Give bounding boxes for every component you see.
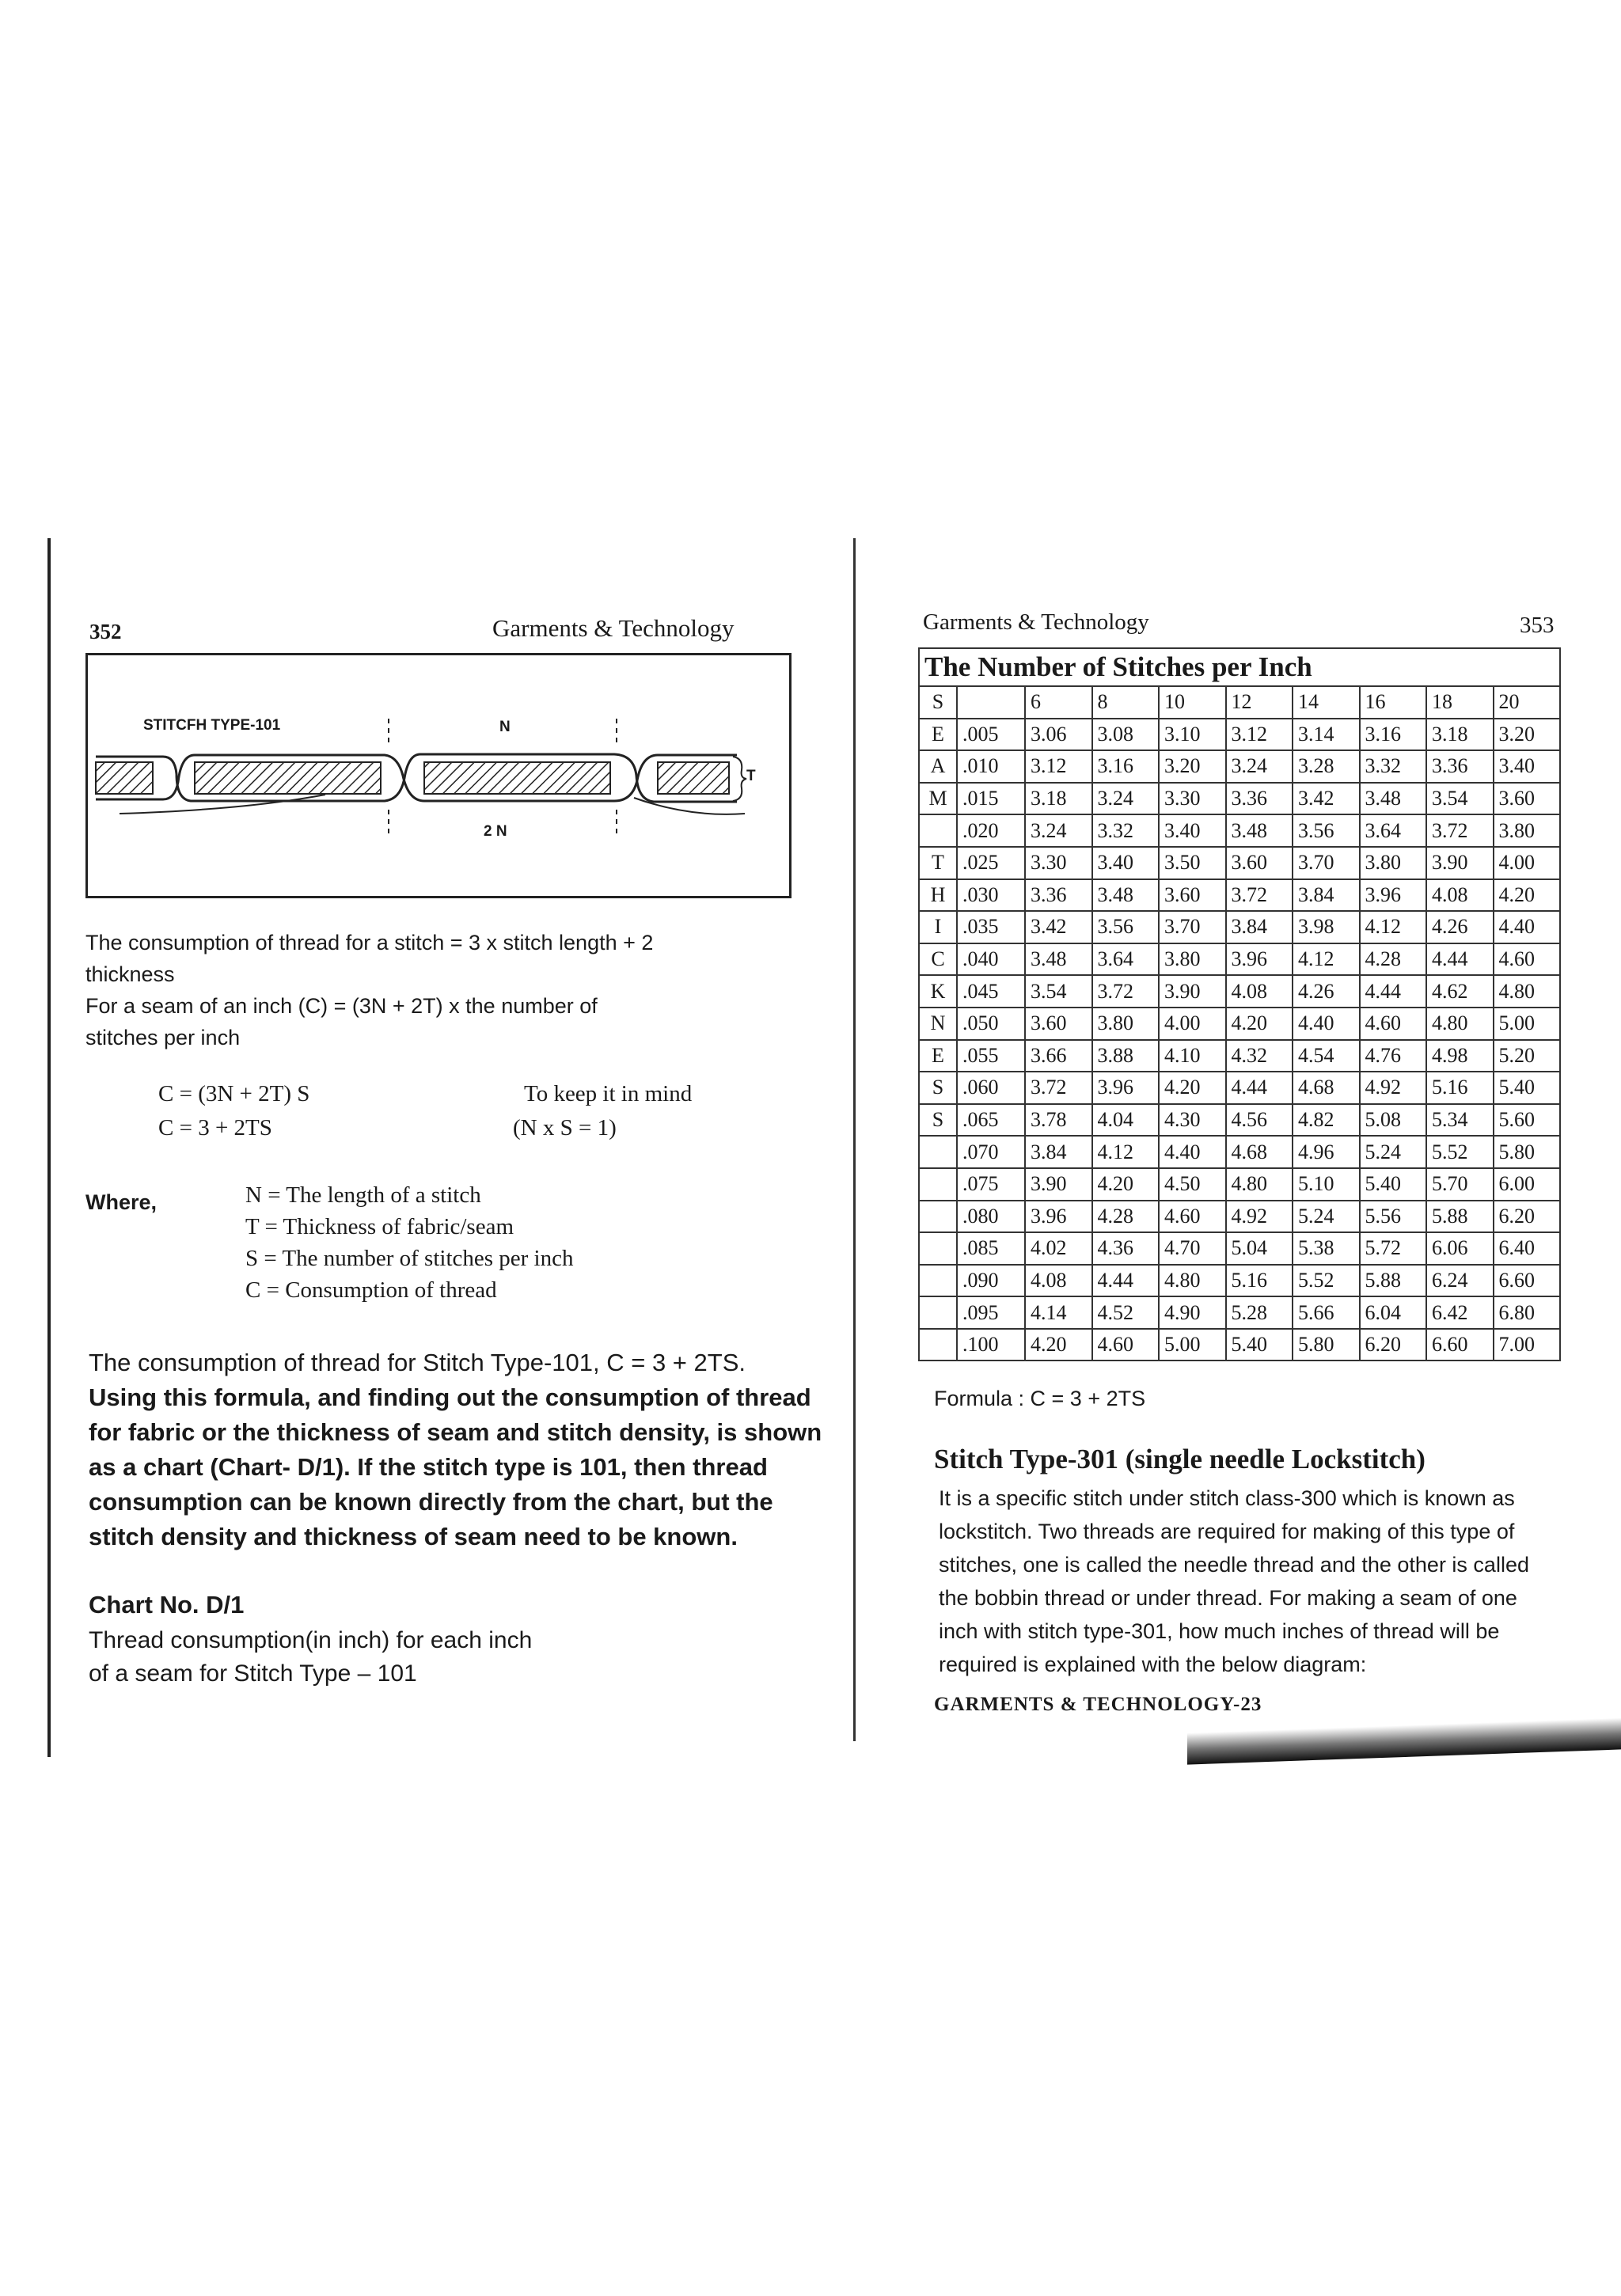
section-line-3: stitches, one is called the needle thread and the other is called (939, 1553, 1529, 1577)
side-letter: S (919, 1072, 957, 1104)
consumption-cell: 4.96 (1293, 1136, 1360, 1168)
consumption-cell: 4.80 (1226, 1168, 1293, 1201)
side-letter (919, 1265, 957, 1297)
consumption-cell: 4.02 (1025, 1232, 1092, 1265)
consumption-cell: 4.40 (1494, 911, 1561, 943)
consumption-cell: 3.16 (1092, 750, 1160, 783)
side-letter (919, 1136, 957, 1168)
body-line-3: for fabric or the thickness of seam and stitch density, is shown (89, 1418, 822, 1446)
table-header-blank (957, 686, 1025, 719)
definition-t: T = Thickness of fabric/seam (245, 1214, 514, 1239)
consumption-cell: 4.30 (1159, 1104, 1226, 1137)
consumption-cell: 5.16 (1426, 1072, 1494, 1104)
consumption-cell: 4.44 (1360, 975, 1427, 1008)
consumption-cell: 3.28 (1293, 750, 1360, 783)
consumption-cell: 4.56 (1226, 1104, 1293, 1137)
consumption-cell: 3.24 (1092, 783, 1160, 815)
chart-caption-1: Thread consumption(in inch) for each inch (89, 1627, 533, 1653)
side-letter (919, 1201, 957, 1233)
table-row (919, 1104, 1560, 1137)
consumption-cell: 4.00 (1159, 1008, 1226, 1040)
consumption-cell: 4.80 (1426, 1008, 1494, 1040)
consumption-cell: 5.88 (1360, 1265, 1427, 1297)
consumption-cell: 5.00 (1494, 1008, 1561, 1040)
figure-label-2n: 2 N (484, 823, 507, 840)
keep-in-mind-label: To keep it in mind (524, 1081, 693, 1106)
consumption-cell: 3.80 (1092, 1008, 1160, 1040)
consumption-cell: 4.52 (1092, 1296, 1160, 1329)
consumption-cell: 3.60 (1226, 847, 1293, 879)
consumption-cell: 4.28 (1360, 943, 1427, 976)
consumption-cell: 7.00 (1494, 1329, 1561, 1361)
consumption-cell: 3.84 (1025, 1136, 1092, 1168)
consumption-cell: 6.60 (1494, 1265, 1561, 1297)
consumption-cell: 6.80 (1494, 1296, 1561, 1329)
thickness-cell: .020 (957, 814, 1025, 847)
consumption-cell: 3.84 (1293, 879, 1360, 912)
thickness-cell: .045 (957, 975, 1025, 1008)
consumption-cell: 4.36 (1092, 1232, 1160, 1265)
table-row (919, 1136, 1560, 1168)
consumption-cell: 4.32 (1226, 1040, 1293, 1072)
table-body (919, 719, 1560, 1361)
chart-caption-2: of a seam for Stitch Type – 101 (89, 1660, 417, 1687)
consumption-cell: 6.20 (1494, 1201, 1561, 1233)
consumption-cell: 3.36 (1226, 783, 1293, 815)
consumption-cell: 4.26 (1293, 975, 1360, 1008)
consumption-cell: 4.40 (1293, 1008, 1360, 1040)
consumption-cell: 3.78 (1025, 1104, 1092, 1137)
section-line-2: lockstitch. Two threads are required for making of this type of (939, 1520, 1515, 1543)
consumption-cell: 6.00 (1494, 1168, 1561, 1201)
consumption-cell: 4.90 (1159, 1296, 1226, 1329)
consumption-cell: 5.80 (1293, 1329, 1360, 1361)
formula-b: C = 3 + 2TS (158, 1115, 272, 1140)
side-letter: T (919, 847, 957, 879)
consumption-cell: 3.06 (1025, 719, 1092, 751)
consumption-cell: 3.80 (1360, 847, 1427, 879)
consumption-cell: 3.54 (1025, 975, 1092, 1008)
side-letter: M (919, 783, 957, 815)
where-label: Where, (85, 1190, 158, 1214)
col-header: 14 (1293, 686, 1360, 719)
consumption-cell: 3.96 (1025, 1201, 1092, 1233)
consumption-cell: 4.00 (1494, 847, 1561, 879)
consumption-cell: 5.70 (1426, 1168, 1494, 1201)
consumption-cell: 3.48 (1226, 814, 1293, 847)
consumption-cell: 4.20 (1494, 879, 1561, 912)
page-footer: GARMENTS & TECHNOLOGY-23 (934, 1694, 1262, 1715)
table-row (919, 1232, 1560, 1265)
definition-s: S = The number of stitches per inch (245, 1246, 574, 1271)
consumption-cell: 5.40 (1226, 1329, 1293, 1361)
consumption-cell: 3.24 (1226, 750, 1293, 783)
side-letter: E (919, 1040, 957, 1072)
consumption-cell: 4.44 (1226, 1072, 1293, 1104)
consumption-cell: 3.36 (1025, 879, 1092, 912)
side-letter: H (919, 879, 957, 912)
consumption-cell: 4.40 (1159, 1136, 1226, 1168)
consumption-cell: 3.20 (1159, 750, 1226, 783)
consumption-cell: 4.12 (1360, 911, 1427, 943)
col-header: 10 (1159, 686, 1226, 719)
consumption-cell: 3.60 (1494, 783, 1561, 815)
body-line-6: stitch density and thickness of seam need to be known. (89, 1523, 738, 1550)
table-row (919, 1265, 1560, 1297)
table-row (919, 911, 1560, 943)
col-header: 18 (1426, 686, 1494, 719)
thickness-cell: .015 (957, 783, 1025, 815)
consumption-cell: 3.60 (1025, 1008, 1092, 1040)
table-row (919, 1329, 1560, 1361)
consumption-cell: 3.42 (1025, 911, 1092, 943)
table-row (919, 1296, 1560, 1329)
consumption-cell: 4.26 (1426, 911, 1494, 943)
consumption-cell: 4.08 (1025, 1265, 1092, 1297)
body-line-1: The consumption of thread for Stitch Type-101, C = 3 + 2TS. (89, 1349, 746, 1376)
stitches-per-inch-table (918, 647, 1561, 1361)
consumption-cell: 3.40 (1159, 814, 1226, 847)
table-row (919, 879, 1560, 912)
consumption-cell: 3.54 (1426, 783, 1494, 815)
table-row (919, 1072, 1560, 1104)
thickness-cell: .090 (957, 1265, 1025, 1297)
consumption-cell: 5.04 (1226, 1232, 1293, 1265)
consumption-cell: 4.12 (1092, 1136, 1160, 1168)
consumption-cell: 3.64 (1092, 943, 1160, 976)
consumption-cell: 3.08 (1092, 719, 1160, 751)
consumption-cell: 5.24 (1293, 1201, 1360, 1233)
chart-number: Chart No. D/1 (89, 1591, 245, 1619)
consumption-cell: 3.18 (1426, 719, 1494, 751)
consumption-cell: 5.40 (1360, 1168, 1427, 1201)
thickness-cell: .100 (957, 1329, 1025, 1361)
thickness-cell: .085 (957, 1232, 1025, 1265)
left-page-number: 352 (89, 620, 122, 643)
consumption-cell: 4.98 (1426, 1040, 1494, 1072)
figure-label-n: N (499, 719, 511, 735)
consumption-cell: 3.70 (1159, 911, 1226, 943)
col-header: 16 (1360, 686, 1427, 719)
consumption-cell: 4.10 (1159, 1040, 1226, 1072)
table-header-row (919, 686, 1560, 719)
consumption-cell: 4.80 (1494, 975, 1561, 1008)
formula-a: C = (3N + 2T) S (158, 1081, 310, 1106)
consumption-cell: 3.30 (1159, 783, 1226, 815)
table-row (919, 1201, 1560, 1233)
side-letter: E (919, 719, 957, 751)
consumption-cell: 4.14 (1025, 1296, 1092, 1329)
thickness-cell: .010 (957, 750, 1025, 783)
consumption-cell: 4.44 (1426, 943, 1494, 976)
consumption-cell: 3.14 (1293, 719, 1360, 751)
body-line-4: as a chart (Chart- D/1). If the stitch type is 101, then thread (89, 1453, 768, 1481)
consumption-cell: 3.96 (1092, 1072, 1160, 1104)
definition-c: C = Consumption of thread (245, 1277, 497, 1303)
thickness-cell: .075 (957, 1168, 1025, 1201)
consumption-cell: 3.32 (1360, 750, 1427, 783)
stitch-diagram (88, 655, 789, 896)
consumption-cell: 4.54 (1293, 1040, 1360, 1072)
consumption-para-line-2: thickness (85, 962, 175, 986)
side-letter: N (919, 1008, 957, 1040)
figure-label-t: T (746, 768, 756, 784)
consumption-cell: 3.90 (1426, 847, 1494, 879)
table-row (919, 1008, 1560, 1040)
table-row (919, 814, 1560, 847)
consumption-cell: 6.06 (1426, 1232, 1494, 1265)
thickness-cell: .095 (957, 1296, 1025, 1329)
consumption-cell: 4.20 (1092, 1168, 1160, 1201)
thickness-cell: .070 (957, 1136, 1025, 1168)
seam-para-line-2: stitches per inch (85, 1026, 241, 1049)
consumption-cell: 3.72 (1426, 814, 1494, 847)
definition-n: N = The length of a stitch (245, 1182, 481, 1208)
consumption-cell: 4.60 (1494, 943, 1561, 976)
left-page-edge (47, 538, 51, 1757)
consumption-cell: 6.42 (1426, 1296, 1494, 1329)
consumption-cell: 3.16 (1360, 719, 1427, 751)
consumption-cell: 3.56 (1092, 911, 1160, 943)
body-line-5: consumption can be known directly from the chart, but the (89, 1488, 773, 1516)
consumption-cell: 4.92 (1360, 1072, 1427, 1104)
section-line-6: required is explained with the below diagram: (939, 1653, 1367, 1676)
consumption-cell: 3.88 (1092, 1040, 1160, 1072)
col-header: 12 (1226, 686, 1293, 719)
consumption-cell: 3.36 (1426, 750, 1494, 783)
table-row (919, 783, 1560, 815)
page-shadow (1187, 1717, 1621, 1764)
table-row (919, 750, 1560, 783)
consumption-cell: 4.82 (1293, 1104, 1360, 1137)
right-page-number: 353 (1520, 613, 1555, 638)
consumption-cell: 3.72 (1025, 1072, 1092, 1104)
consumption-cell: 4.08 (1426, 879, 1494, 912)
consumption-cell: 3.48 (1360, 783, 1427, 815)
thickness-cell: .055 (957, 1040, 1025, 1072)
right-running-head: Garments & Technology (923, 609, 1149, 635)
consumption-cell: 4.92 (1226, 1201, 1293, 1233)
consumption-cell: 3.84 (1226, 911, 1293, 943)
book-gutter (853, 538, 856, 1741)
consumption-cell: 3.96 (1226, 943, 1293, 976)
consumption-cell: 3.42 (1293, 783, 1360, 815)
consumption-cell: 3.20 (1494, 719, 1561, 751)
keep-in-mind-formula: (N x S = 1) (513, 1115, 617, 1140)
consumption-cell: 3.60 (1159, 879, 1226, 912)
consumption-cell: 3.56 (1293, 814, 1360, 847)
consumption-cell: 3.66 (1025, 1040, 1092, 1072)
consumption-cell: 4.68 (1226, 1136, 1293, 1168)
consumption-cell: 5.52 (1426, 1136, 1494, 1168)
consumption-cell: 5.80 (1494, 1136, 1561, 1168)
thickness-cell: .060 (957, 1072, 1025, 1104)
consumption-cell: 4.62 (1426, 975, 1494, 1008)
thickness-cell: .005 (957, 719, 1025, 751)
consumption-cell: 3.48 (1025, 943, 1092, 976)
side-letter: C (919, 943, 957, 976)
side-letter (919, 1232, 957, 1265)
consumption-cell: 4.20 (1025, 1329, 1092, 1361)
consumption-cell: 4.60 (1159, 1201, 1226, 1233)
consumption-cell: 3.72 (1226, 879, 1293, 912)
thickness-cell: .030 (957, 879, 1025, 912)
stitch-type-101-figure (85, 653, 792, 898)
table-row (919, 1040, 1560, 1072)
consumption-cell: 4.20 (1159, 1072, 1226, 1104)
consumption-cell: 6.04 (1360, 1296, 1427, 1329)
consumption-cell: 5.56 (1360, 1201, 1427, 1233)
consumption-cell: 4.28 (1092, 1201, 1160, 1233)
left-running-head: Garments & Technology (492, 614, 735, 642)
consumption-cell: 5.28 (1226, 1296, 1293, 1329)
consumption-cell: 4.68 (1293, 1072, 1360, 1104)
consumption-cell: 5.16 (1226, 1265, 1293, 1297)
side-letter (919, 1168, 957, 1201)
consumption-cell: 6.60 (1426, 1329, 1494, 1361)
thickness-cell: .065 (957, 1104, 1025, 1137)
side-letter (919, 1296, 957, 1329)
table-title: The Number of Stitches per Inch (919, 648, 1560, 686)
consumption-cell: 3.12 (1226, 719, 1293, 751)
side-letter (919, 1329, 957, 1361)
consumption-cell: 5.66 (1293, 1296, 1360, 1329)
consumption-cell: 3.32 (1092, 814, 1160, 847)
formula-note: Formula : C = 3 + 2TS (934, 1387, 1146, 1410)
seam-para-line-1: For a seam of an inch (C) = (3N + 2T) x the number of (85, 994, 598, 1018)
consumption-cell: 3.10 (1159, 719, 1226, 751)
consumption-cell: 3.18 (1025, 783, 1092, 815)
consumption-cell: 6.20 (1360, 1329, 1427, 1361)
consumption-cell: 4.70 (1159, 1232, 1226, 1265)
col-header: 6 (1025, 686, 1092, 719)
consumption-cell: 3.70 (1293, 847, 1360, 879)
consumption-cell: 3.90 (1025, 1168, 1092, 1201)
consumption-cell: 4.20 (1226, 1008, 1293, 1040)
side-letter: I (919, 911, 957, 943)
consumption-cell: 5.08 (1360, 1104, 1427, 1137)
consumption-cell: 5.60 (1494, 1104, 1561, 1137)
consumption-cell: 5.72 (1360, 1232, 1427, 1265)
thickness-cell: .025 (957, 847, 1025, 879)
consumption-cell: 4.60 (1092, 1329, 1160, 1361)
consumption-cell: 5.10 (1293, 1168, 1360, 1201)
consumption-cell: 3.90 (1159, 975, 1226, 1008)
consumption-para-line-1: The consumption of thread for a stitch = 3 x stitch length + 2 (85, 931, 654, 954)
side-letter: S (919, 1104, 957, 1137)
consumption-cell: 5.00 (1159, 1329, 1226, 1361)
consumption-cell: 4.50 (1159, 1168, 1226, 1201)
consumption-cell: 4.08 (1226, 975, 1293, 1008)
consumption-cell: 3.50 (1159, 847, 1226, 879)
side-letter (919, 814, 957, 847)
table-row (919, 943, 1560, 976)
consumption-cell: 3.96 (1360, 879, 1427, 912)
thickness-cell: .050 (957, 1008, 1025, 1040)
consumption-cell: 3.80 (1494, 814, 1561, 847)
thickness-cell: .080 (957, 1201, 1025, 1233)
consumption-cell: 6.24 (1426, 1265, 1494, 1297)
col-header: 8 (1092, 686, 1160, 719)
side-letter: A (919, 750, 957, 783)
consumption-cell: 4.12 (1293, 943, 1360, 976)
table-row (919, 975, 1560, 1008)
table-row (919, 1168, 1560, 1201)
consumption-cell: 4.80 (1159, 1265, 1226, 1297)
consumption-cell: 4.60 (1360, 1008, 1427, 1040)
consumption-cell: 5.52 (1293, 1265, 1360, 1297)
figure-title: STITCFH TYPE-101 (143, 717, 281, 734)
section-title: Stitch Type-301 (single needle Lockstitch) (934, 1444, 1425, 1474)
section-line-4: the bobbin thread or under thread. For making a seam of one (939, 1586, 1517, 1610)
consumption-cell: 5.40 (1494, 1072, 1561, 1104)
table-corner: S (919, 686, 957, 719)
body-line-2: Using this formula, and finding out the consumption of thread (89, 1383, 811, 1411)
consumption-cell: 3.40 (1092, 847, 1160, 879)
consumption-cell: 3.64 (1360, 814, 1427, 847)
col-header: 20 (1494, 686, 1561, 719)
consumption-cell: 5.24 (1360, 1136, 1427, 1168)
table-row (919, 719, 1560, 751)
thickness-cell: .035 (957, 911, 1025, 943)
section-line-5: inch with stitch type-301, how much inches of thread will be (939, 1619, 1500, 1643)
consumption-cell: 3.24 (1025, 814, 1092, 847)
consumption-cell: 3.30 (1025, 847, 1092, 879)
section-line-1: It is a specific stitch under stitch class-300 which is known as (939, 1486, 1515, 1510)
consumption-cell: 3.40 (1494, 750, 1561, 783)
consumption-cell: 3.98 (1293, 911, 1360, 943)
consumption-cell: 5.38 (1293, 1232, 1360, 1265)
consumption-cell: 4.76 (1360, 1040, 1427, 1072)
consumption-cell: 5.34 (1426, 1104, 1494, 1137)
consumption-cell: 4.44 (1092, 1265, 1160, 1297)
consumption-cell: 3.80 (1159, 943, 1226, 976)
consumption-cell: 3.72 (1092, 975, 1160, 1008)
consumption-cell: 3.12 (1025, 750, 1092, 783)
consumption-cell: 5.20 (1494, 1040, 1561, 1072)
consumption-cell: 3.48 (1092, 879, 1160, 912)
consumption-cell: 6.40 (1494, 1232, 1561, 1265)
side-letter: K (919, 975, 957, 1008)
table-row (919, 847, 1560, 879)
consumption-cell: 5.88 (1426, 1201, 1494, 1233)
consumption-cell: 4.04 (1092, 1104, 1160, 1137)
thickness-cell: .040 (957, 943, 1025, 976)
